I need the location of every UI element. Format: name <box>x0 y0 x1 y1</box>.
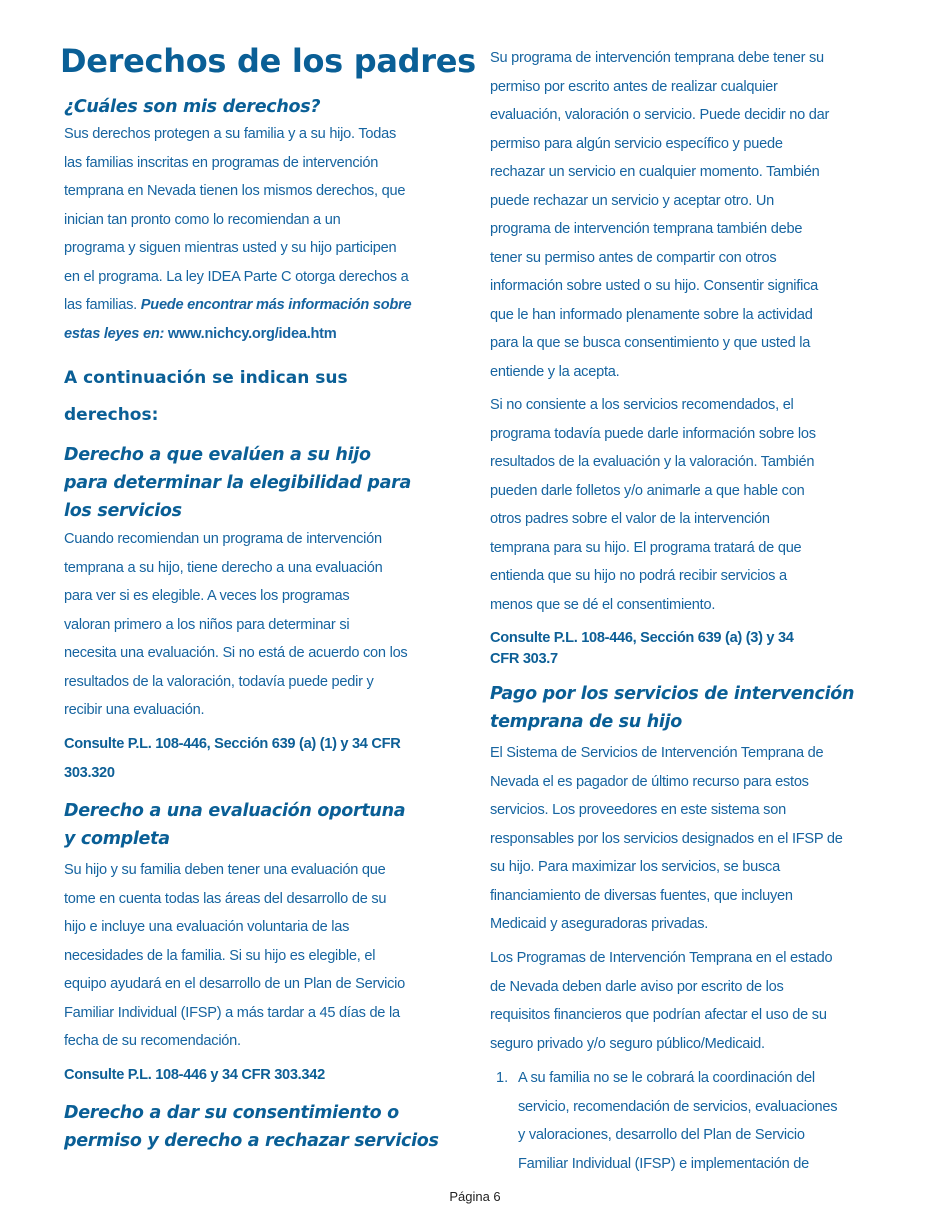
page-number: Página 6 <box>449 1189 501 1204</box>
rights-intro-text: Sus derechos protegen a su familia y a su hijo. Todas las familias inscritas en programas de intervención temprana en Nevada tienen los mismos derechos, que inician tan pronto como lo recomiendan a un programa y siguen mientras usted y su hijo participen en el programa. La ley IDEA Parte C otorga derechos a las familias. <box>64 126 409 313</box>
consent-body-1: Su programa de intervención temprana debe tener su permiso por escrito antes de realizar cualquier evaluación, valoración o servicio. Puede decidir no dar permiso para algún servicio específico y puede rechazar un servicio en cualquier momento. También puede rechazar un servicio y aceptar otro. Un programa de intervención temprana también debe tener su permiso antes de compartir con otros información sobre usted o su hijo. Consentir significa que le han informado plenamente sobre la actividad para la que se busca consentimiento y que usted la entiende y la acepta. <box>490 50 830 380</box>
idea-link[interactable]: www.nichcy.org/idea.htm <box>164 325 337 342</box>
rights-intro-paragraph <box>64 120 411 348</box>
section-heading-rights: ¿Cuáles son mis derechos? <box>64 97 321 117</box>
payment-body-1: El Sistema de Servicios de Intervención Temprana de Nevada el es pagador de último recurso para estos servicios. Los proveedores en este sistema son responsables por los servicios designados en el IFSP de su hijo. Para maximizar los servicios, se busca financiamiento de diversas fuentes, que incluyen Medicaid y aseguradoras privadas. <box>490 745 843 932</box>
rights-list-heading: A continuación se indican sus derechos: <box>64 368 348 425</box>
right-evaluation-reference: Consulte P.L. 108-446, Sección 639 (a) (1) y 34 CFR 303.320 <box>64 736 401 781</box>
payment-heading: Pago por los servicios de intervención temprana de su hijo <box>490 684 855 732</box>
right-evaluation-heading: Derecho a que evalúen a su hijo para determinar la elegibilidad para los servicios <box>64 445 411 521</box>
right-consent-heading: Derecho a dar su consentimiento o permiso y derecho a rechazar servicios <box>64 1103 439 1151</box>
consent-body-2: Si no consiente a los servicios recomendados, el programa todavía puede darle información sobre los resultados de la evaluación y la valoración. También pueden darle folletos y/o animarle a que hable con otros padres sobre el valor de la intervención temprana para su hijo. El programa tratará de que entienda que su hijo no podrá recibir servicios a menos que se dé el consentimiento. <box>490 397 816 613</box>
right-timely-evaluation-body: Su hijo y su familia deben tener una evaluación que tome en cuenta todas las áreas del desarrollo de su hijo e incluye una evaluación voluntaria de las necesidades de la familia. Si su hijo es elegible, el equipo ayudará en el desarrollo de un Plan de Servicio Familiar Individual (IFSP) a más tardar a 45 días de la fecha de su recomendación. <box>64 862 406 1049</box>
right-timely-evaluation-heading: Derecho a una evaluación oportuna y completa <box>64 801 406 849</box>
right-timely-evaluation-reference: Consulte P.L. 108-446 y 34 CFR 303.342 <box>64 1067 325 1083</box>
more-info-text-2: estas leyes en: <box>64 325 165 342</box>
more-info-text: Puede encontrar más información sobre <box>140 297 412 313</box>
consent-reference: Consulte P.L. 108-446, Sección 639 (a) (3) y 34 CFR 303.7 <box>490 630 794 667</box>
list-item-text: A su familia no se le cobrará la coordinación del servicio, recomendación de servicios, evaluaciones y valoraciones, desarrollo del Plan de Servicio Familiar Individual (IFSP) e implementación de <box>518 1070 838 1172</box>
right-evaluation-body: Cuando recomiendan un programa de intervención temprana a su hijo, tiene derecho a una evaluación para ver si es elegible. A veces los programas valoran primero a los niños para determinar si necesita una evaluación. Si no está de acuerdo con los resultados de la valoración, todavía puede pedir y recibir una evaluación. <box>64 531 408 718</box>
page-title: Derechos de los padres <box>60 42 476 80</box>
payment-body-2: Los Programas de Intervención Temprana en el estado de Nevada deben darle aviso por escrito de los requisitos financieros que podrían afectar el uso de su seguro privado y/o seguro público/Medicaid. <box>490 950 833 1052</box>
list-number: 1. <box>496 1070 509 1086</box>
